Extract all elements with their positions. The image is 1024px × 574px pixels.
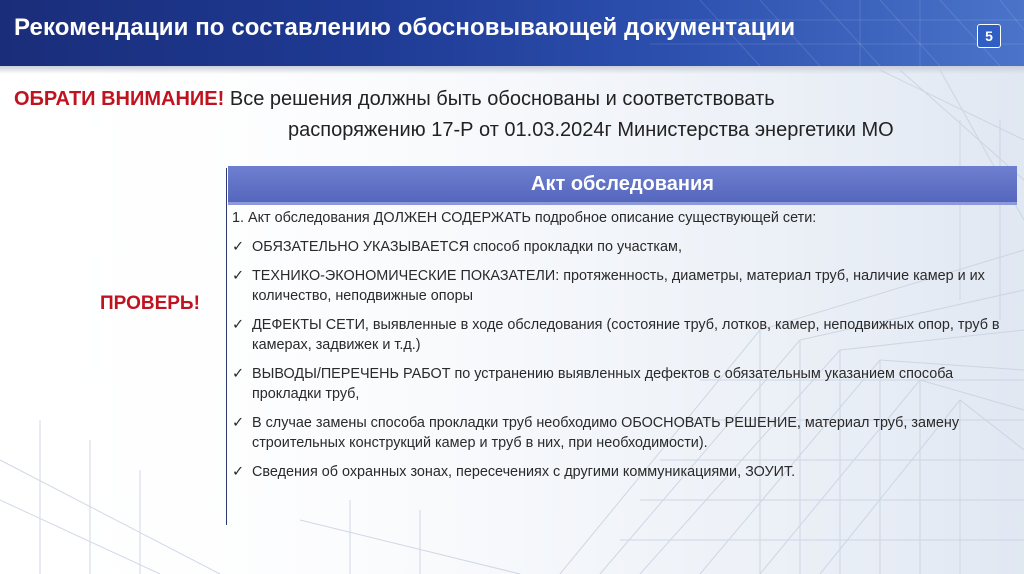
checkmark-icon: ✓ (232, 415, 245, 431)
checkmark-icon: ✓ (232, 464, 245, 480)
list-item (232, 267, 1012, 306)
checkmark-icon: ✓ (232, 366, 245, 382)
checkmark-icon: ✓ (232, 268, 245, 284)
list-item (232, 238, 1012, 258)
attention-block (14, 84, 1014, 146)
list-item-text: ДЕФЕКТЫ СЕТИ, выявленные в ходе обследования (состояние труб, лотков, камер, неподвижных опор, труб в камерах, задвижек и т.д.) (252, 317, 1000, 353)
attention-text-line-2: распоряжению 17-Р от 01.03.2024г Министерства энергетики МО (288, 119, 894, 141)
page-number-badge: 5 (977, 24, 1001, 48)
list-item (232, 365, 1012, 404)
attention-label: ОБРАТИ ВНИМАНИЕ! (14, 88, 225, 110)
checkmark-icon: ✓ (232, 317, 245, 333)
list-item-text: В случае замены способа прокладки труб необходимо ОБОСНОВАТЬ РЕШЕНИЕ, материал труб, замену строительных конструкций камер и труб в них, при необходимости). (252, 415, 960, 451)
act-section-header (228, 166, 1017, 202)
act-intro: 1. Акт обследования ДОЛЖЕН СОДЕРЖАТЬ подробное описание существующей сети: (232, 210, 817, 226)
header-shadow (0, 66, 1024, 74)
checkmark-icon: ✓ (232, 238, 245, 255)
attention-row-2 (14, 115, 1014, 146)
attention-row-1 (14, 84, 1014, 115)
list-item (232, 316, 1012, 355)
act-title: Акт обследования (531, 172, 714, 195)
check-label: ПРОВЕРЬ! (100, 293, 200, 314)
list-item-text: ОБЯЗАТЕЛЬНО УКАЗЫВАЕТСЯ способ прокладки по участкам, (252, 238, 682, 255)
attention-text-line-1: Все решения должны быть обоснованы и соответствовать (229, 88, 775, 110)
vertical-divider (226, 168, 227, 525)
act-content (232, 209, 1012, 493)
list-item (232, 414, 1012, 453)
page-title: Рекомендации по составлению обосновывающей документации (14, 14, 796, 41)
list-item (232, 463, 1012, 483)
header-bar (0, 0, 1024, 66)
act-header-underline (228, 202, 1017, 205)
list-item-text: ТЕХНИКО-ЭКОНОМИЧЕСКИЕ ПОКАЗАТЕЛИ: протяженность, диаметры, материал труб, наличие камер и их количество, неподвижные опоры (252, 268, 985, 304)
list-item-text: Сведения об охранных зонах, пересечениях с другими коммуникациями, ЗОУИТ. (252, 464, 796, 480)
list-item-text: ВЫВОДЫ/ПЕРЕЧЕНЬ РАБОТ по устранению выявленных дефектов с обязательным указанием способа прокладки труб, (252, 366, 954, 402)
